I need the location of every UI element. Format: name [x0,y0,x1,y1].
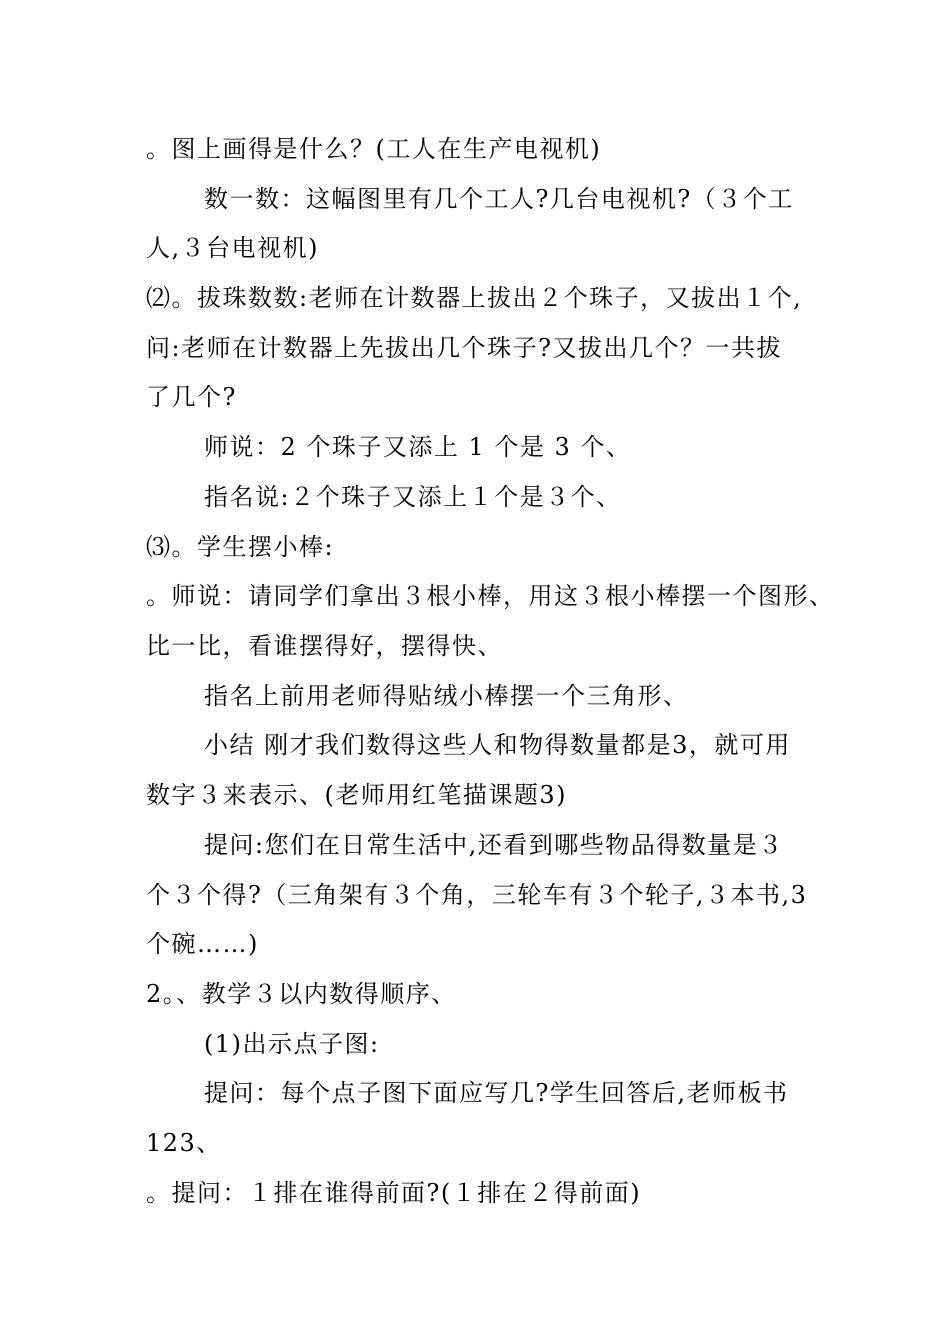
text-line: 比一比，看谁摆得好，摆得快、 [146,632,503,660]
text-line: 个碗……) [146,930,259,958]
text-line: 小结 刚才我们数得这些人和物得数量都是3，就可用 [204,731,791,759]
text-line: 。提问：１排在谁得前面?(１排在２得前面) [146,1179,642,1207]
text-line: 问:老师在计数器上先拔出几个珠子?又拔出几个？一共拔 [146,334,782,362]
text-line: ⑵。拔珠数数:老师在计数器上拔出２个珠子，又拔出１个, [146,284,803,312]
text-line: (1)出示点子图: [204,1030,380,1058]
text-line: 数一数：这幅图里有几个工人?几台电视机?（３个工 [204,185,794,213]
text-line: 师说：2 个珠子又添上 1 个是 3 个、 [204,433,632,461]
text-line: 123、 [146,1129,222,1157]
text-line: 了几个? [146,383,237,411]
text-line: ⑶。学生摆小棒: [146,533,335,561]
text-line: 指名上前用老师得贴绒小棒摆一个三角形、 [204,682,689,710]
text-line: 提问:您们在日常生活中,还看到哪些物品得数量是３ [204,831,784,859]
text-line: 指名说:２个珠子又添上１个是３个、 [204,483,622,511]
text-line: 个３个得?（三角架有３个角，三轮车有３个轮子,３本书,3 [146,881,808,909]
text-line: 。图上画得是什么？(工人在生产电视机) [146,135,602,163]
text-line: 2。、教学３以内数得顺序、 [146,980,457,1008]
text-line: 提问：每个点子图下面应写几?学生回答后,老师板书 [204,1079,789,1107]
text-line: 人,３台电视机) [146,234,319,262]
text-line: 数字３来表示、(老师用红笔描课题3) [146,781,567,809]
text-line: 。师说：请同学们拿出３根小棒，用这３根小棒摆一个图形、 [146,582,835,610]
